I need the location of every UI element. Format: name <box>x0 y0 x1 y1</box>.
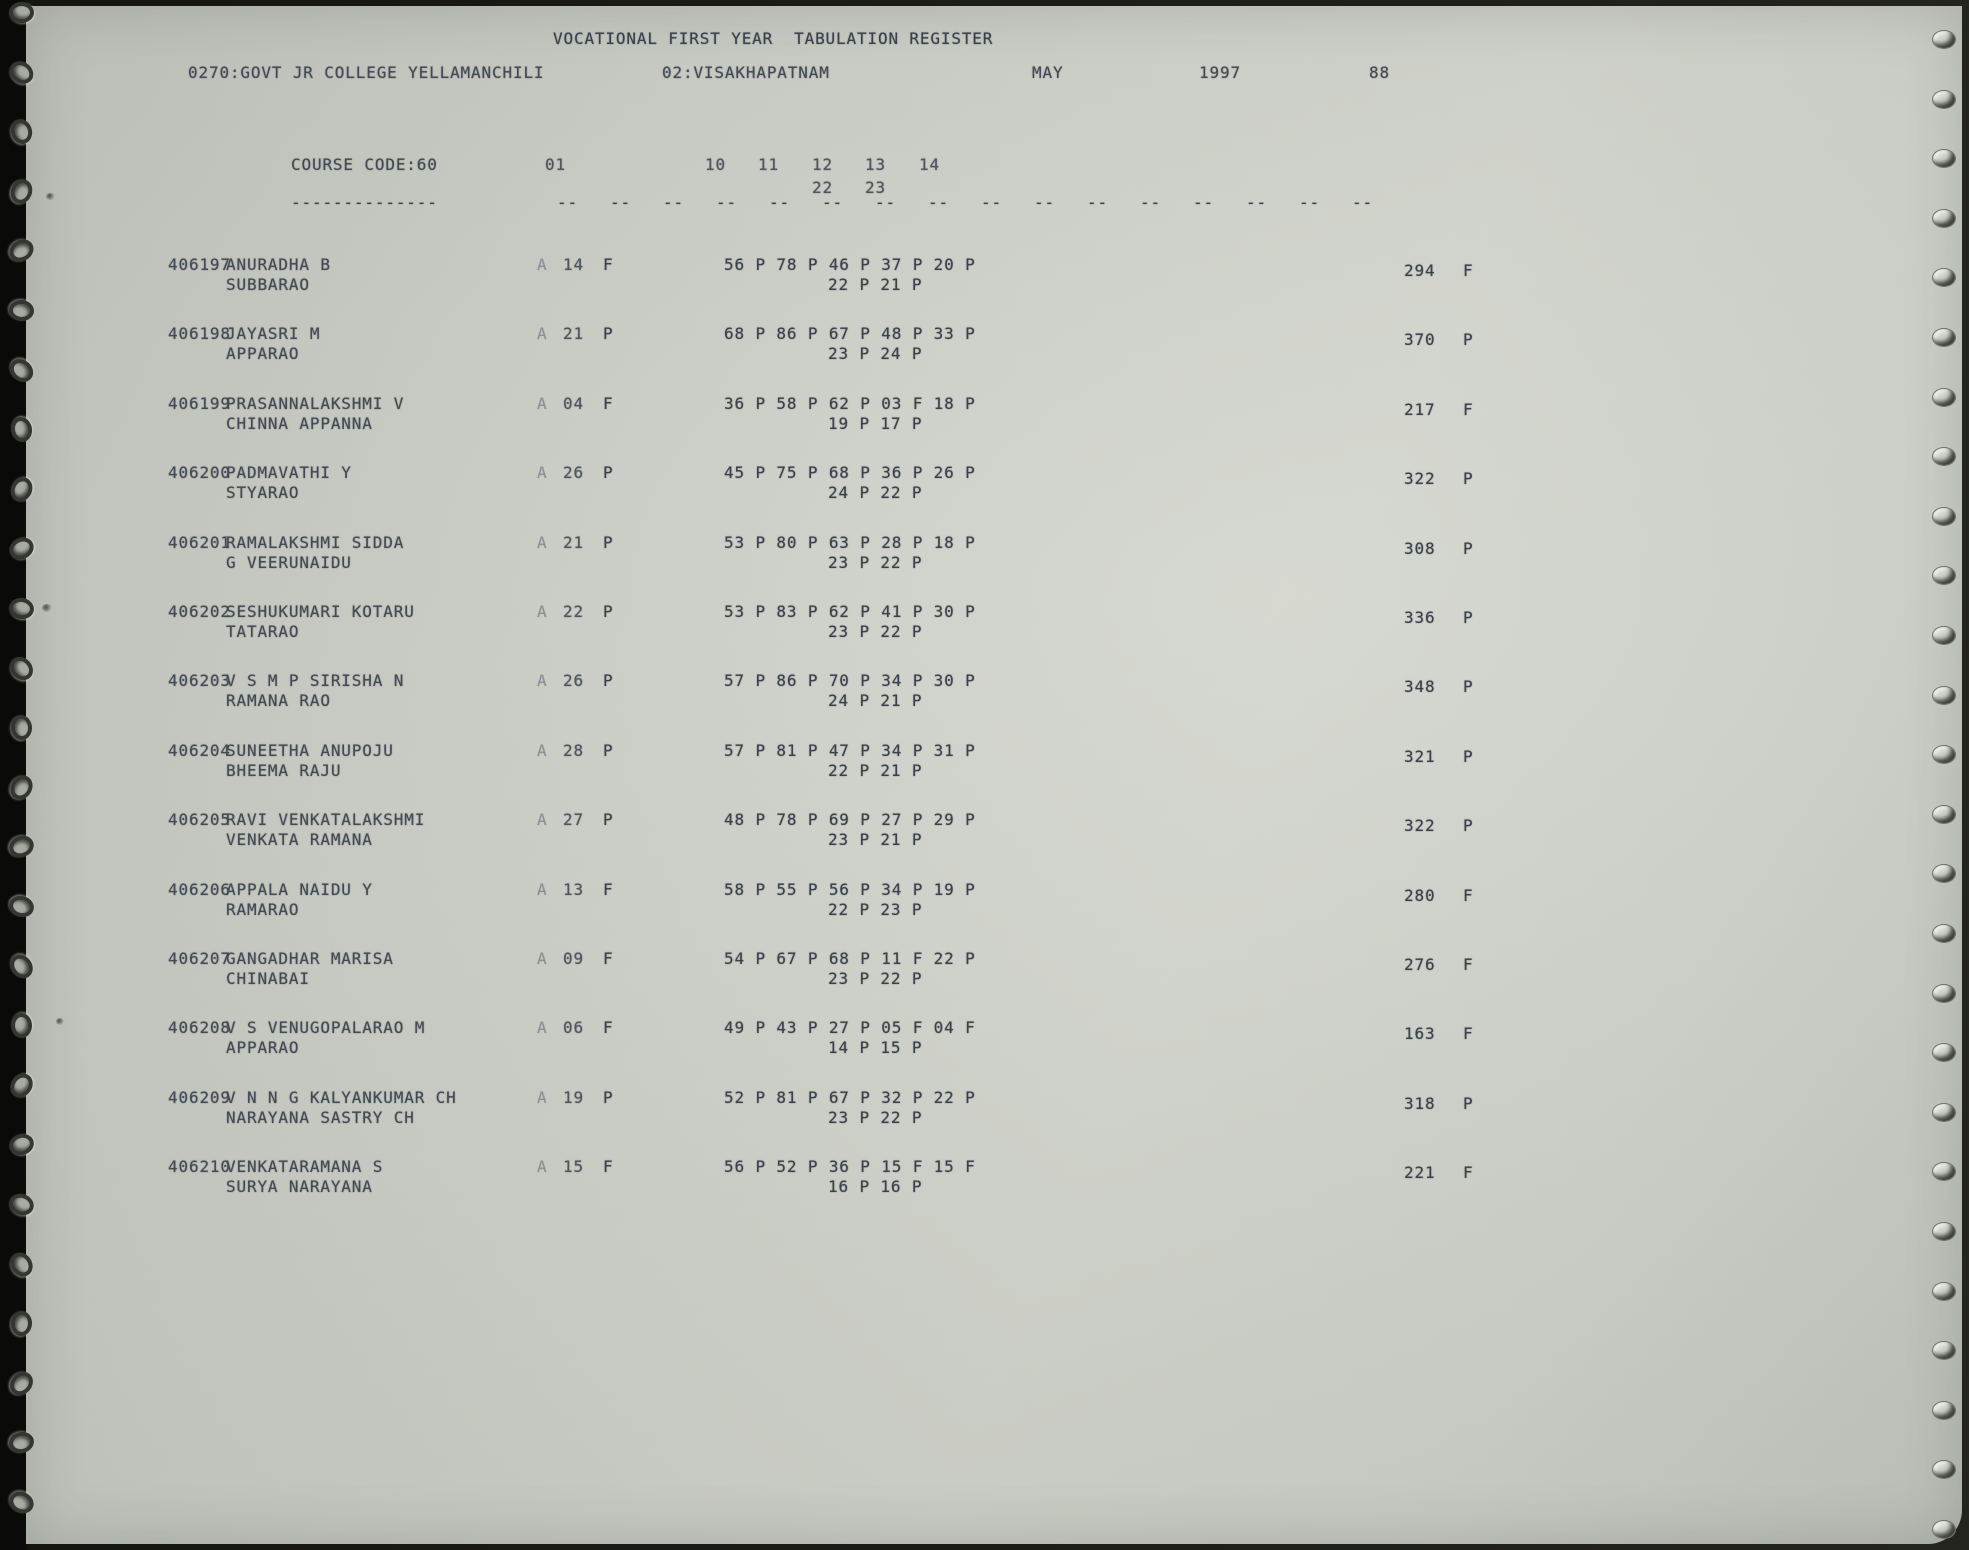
roll-number: 406206 <box>168 879 231 899</box>
subject01-result: P <box>603 740 614 760</box>
marks-line2: 23 P 22 P <box>828 552 923 572</box>
candidate-name-line2: CHINNA APPANNA <box>226 413 373 433</box>
marks-line2: 22 P 23 P <box>828 899 923 919</box>
marks-line1: 68 P 86 P 67 P 48 P 33 P <box>724 324 976 344</box>
ink-smudge <box>42 604 52 612</box>
candidate-name-line1: V N N G KALYANKUMAR CH <box>226 1087 457 1107</box>
column-rule-dash: -- <box>716 193 737 212</box>
subject01-mark: 04 <box>563 393 584 413</box>
total-marks: 221 <box>1404 1163 1436 1183</box>
page-title: VOCATIONAL FIRST YEAR TABULATION REGISTER <box>553 29 994 48</box>
candidate-name-line2: SURYA NARAYANA <box>226 1177 373 1197</box>
subject01-result: P <box>603 1087 614 1107</box>
candidate-name-line2: NARAYANA SASTRY CH <box>226 1107 415 1127</box>
roll-number: 406205 <box>168 810 231 830</box>
ink-smudge <box>56 1018 64 1025</box>
subject-code: 13 <box>865 155 886 174</box>
punch-hole <box>1932 209 1956 228</box>
punch-hole <box>1932 924 1956 943</box>
total-marks: 348 <box>1404 677 1436 697</box>
subject01-result: P <box>603 532 614 552</box>
attendance-flag: A <box>537 324 548 344</box>
overall-result: F <box>1463 1163 1474 1183</box>
roll-number: 406200 <box>168 463 231 483</box>
candidate-name-line2: RAMANA RAO <box>226 691 331 711</box>
column-rule-dash: -- <box>981 193 1002 212</box>
subject-code: 12 <box>812 155 833 174</box>
overall-result: P <box>1463 1093 1474 1113</box>
overall-result: P <box>1463 746 1474 766</box>
total-marks: 321 <box>1404 746 1436 766</box>
roll-number: 406197 <box>168 255 231 274</box>
candidate-name-line2: TATARAO <box>226 622 300 641</box>
overall-result: P <box>1463 330 1474 350</box>
candidate-name-line1: APPALA NAIDU Y <box>226 879 373 899</box>
column-rule-dash: -- <box>610 193 631 212</box>
candidate-name-line2: RAMARAO <box>226 899 300 919</box>
register-sheet <box>26 6 1962 1544</box>
roll-number: 406207 <box>168 949 231 968</box>
overall-result: P <box>1463 538 1474 558</box>
attendance-flag: A <box>537 393 548 413</box>
total-marks: 318 <box>1404 1093 1436 1113</box>
punch-hole <box>1932 984 1956 1003</box>
candidate-name-line1: GANGADHAR MARISA <box>226 949 394 968</box>
marks-line1: 58 P 55 P 56 P 34 P 19 P <box>724 879 976 899</box>
course-code-underline: -------------- <box>291 193 438 212</box>
candidate-name-line2: G VEERUNAIDU <box>226 552 352 572</box>
column-rule-dash: -- <box>1140 193 1161 212</box>
column-rule-dash: -- <box>822 193 843 212</box>
subject-code: 01 <box>545 155 566 174</box>
overall-result: P <box>1463 469 1474 489</box>
subject01-mark: 26 <box>563 671 584 691</box>
marks-line1: 36 P 58 P 62 P 03 F 18 P <box>724 393 976 413</box>
column-rule-dash: -- <box>557 193 578 212</box>
candidate-name-line2: APPARAO <box>226 1038 300 1058</box>
marks-line2: 24 P 21 P <box>828 691 923 711</box>
candidate-name-line1: V S VENUGOPALARAO M <box>226 1018 426 1038</box>
subject01-mark: 14 <box>563 255 584 274</box>
punch-hole <box>1932 90 1956 109</box>
total-marks: 217 <box>1404 399 1436 419</box>
subject01-mark: 21 <box>563 532 584 552</box>
punch-hole <box>1932 1103 1956 1122</box>
subject01-result: P <box>603 463 614 483</box>
punch-hole <box>1932 686 1956 705</box>
column-rule-dash: -- <box>875 193 896 212</box>
candidate-name-line2: VENKATA RAMANA <box>226 830 373 850</box>
column-rule-dash: -- <box>769 193 790 212</box>
total-marks: 322 <box>1404 816 1436 836</box>
subject01-mark: 21 <box>563 324 584 344</box>
subject01-mark: 09 <box>563 949 584 968</box>
marks-line2: 24 P 22 P <box>828 483 923 503</box>
attendance-flag: A <box>537 602 548 621</box>
column-rule-dash: -- <box>663 193 684 212</box>
subject01-result: F <box>603 949 614 968</box>
attendance-flag: A <box>537 532 548 552</box>
candidate-name-line1: PADMAVATHI Y <box>226 463 352 483</box>
subject01-result: F <box>603 255 614 274</box>
candidate-name-line2: BHEEMA RAJU <box>226 760 342 780</box>
subject01-mark: 06 <box>563 1018 584 1038</box>
total-marks: 294 <box>1404 261 1436 280</box>
punch-hole <box>1932 507 1956 526</box>
column-rule-dash: -- <box>1193 193 1214 212</box>
subject01-result: P <box>603 671 614 691</box>
candidate-name-line1: VENKATARAMANA S <box>226 1157 384 1177</box>
marks-line1: 57 P 81 P 47 P 34 P 31 P <box>724 740 976 760</box>
subject01-result: P <box>603 324 614 344</box>
subject01-result: F <box>603 1018 614 1038</box>
roll-number: 406198 <box>168 324 231 344</box>
marks-line1: 45 P 75 P 68 P 36 P 26 P <box>724 463 976 483</box>
roll-number: 406202 <box>168 602 231 621</box>
marks-line2: 16 P 16 P <box>828 1177 923 1197</box>
overall-result: P <box>1463 677 1474 697</box>
subject-code: 22 <box>812 178 833 197</box>
marks-line1: 48 P 78 P 69 P 27 P 29 P <box>724 810 976 830</box>
course-code-label: COURSE CODE:60 <box>291 155 438 174</box>
candidate-name-line1: PRASANNALAKSHMI V <box>226 393 405 413</box>
subject01-result: P <box>603 602 614 621</box>
attendance-flag: A <box>537 255 548 274</box>
candidate-name-line1: JAYASRI M <box>226 324 321 344</box>
column-rule-dash: -- <box>1034 193 1055 212</box>
roll-number: 406210 <box>168 1157 231 1177</box>
column-rule-dash: -- <box>1087 193 1108 212</box>
marks-line1: 53 P 83 P 62 P 41 P 30 P <box>724 602 976 621</box>
subject-code: 14 <box>919 155 940 174</box>
roll-number: 406208 <box>168 1018 231 1038</box>
punch-hole <box>1932 1520 1956 1539</box>
marks-line2: 23 P 22 P <box>828 1107 923 1127</box>
candidate-name-line2: SUBBARAO <box>226 275 310 294</box>
subject01-mark: 19 <box>563 1087 584 1107</box>
roll-number: 406204 <box>168 740 231 760</box>
marks-line1: 56 P 78 P 46 P 37 P 20 P <box>724 255 976 274</box>
subject-code: 11 <box>758 155 779 174</box>
marks-line1: 49 P 43 P 27 P 05 F 04 F <box>724 1018 976 1038</box>
attendance-flag: A <box>537 671 548 691</box>
roll-number: 406201 <box>168 532 231 552</box>
exam-month: MAY <box>1032 63 1064 82</box>
column-rule-dash: -- <box>1299 193 1320 212</box>
subject01-result: P <box>603 810 614 830</box>
marks-line2: 22 P 21 P <box>828 275 923 294</box>
attendance-flag: A <box>537 1087 548 1107</box>
exam-year: 1997 <box>1199 63 1241 82</box>
attendance-flag: A <box>537 740 548 760</box>
attendance-flag: A <box>537 879 548 899</box>
overall-result: P <box>1463 608 1474 627</box>
marks-line2: 22 P 21 P <box>828 760 923 780</box>
marks-line1: 57 P 86 P 70 P 34 P 30 P <box>724 671 976 691</box>
total-marks: 336 <box>1404 608 1436 627</box>
attendance-flag: A <box>537 949 548 968</box>
marks-line1: 56 P 52 P 36 P 15 F 15 F <box>724 1157 976 1177</box>
total-marks: 163 <box>1404 1024 1436 1044</box>
punch-hole <box>1932 328 1956 347</box>
overall-result: F <box>1463 1024 1474 1044</box>
overall-result: F <box>1463 885 1474 905</box>
candidate-name-line1: ANURADHA B <box>226 255 331 274</box>
total-marks: 276 <box>1404 955 1436 974</box>
candidate-name-line1: SESHUKUMARI KOTARU <box>226 602 415 621</box>
column-rule-dash: -- <box>928 193 949 212</box>
marks-line1: 54 P 67 P 68 P 11 F 22 P <box>724 949 976 968</box>
total-marks: 322 <box>1404 469 1436 489</box>
candidate-name-line1: RAMALAKSHMI SIDDA <box>226 532 405 552</box>
subject01-mark: 15 <box>563 1157 584 1177</box>
overall-result: F <box>1463 955 1474 974</box>
subject01-mark: 26 <box>563 463 584 483</box>
punch-hole <box>1932 805 1956 824</box>
district-code-name: 02:VISAKHAPATNAM <box>662 63 830 82</box>
marks-line2: 23 P 22 P <box>828 622 923 641</box>
subject01-result: F <box>603 393 614 413</box>
punch-hole <box>1932 388 1956 407</box>
college-code-name: 0270:GOVT JR COLLEGE YELLAMANCHILI <box>188 63 545 82</box>
marks-line2: 14 P 15 P <box>828 1038 923 1058</box>
candidate-name-line1: V S M P SIRISHA N <box>226 671 405 691</box>
roll-number: 406203 <box>168 671 231 691</box>
overall-result: P <box>1463 816 1474 836</box>
subject-code: 10 <box>705 155 726 174</box>
subject01-result: F <box>603 1157 614 1177</box>
attendance-flag: A <box>537 810 548 830</box>
marks-line2: 19 P 17 P <box>828 413 923 433</box>
punch-hole <box>1932 30 1956 49</box>
attendance-flag: A <box>537 463 548 483</box>
column-rule-dash: -- <box>1352 193 1373 212</box>
total-marks: 280 <box>1404 885 1436 905</box>
overall-result: F <box>1463 261 1474 280</box>
punch-hole <box>1932 1282 1956 1301</box>
total-marks: 308 <box>1404 538 1436 558</box>
total-marks: 370 <box>1404 330 1436 350</box>
subject01-mark: 22 <box>563 602 584 621</box>
marks-line2: 23 P 24 P <box>828 344 923 364</box>
punch-hole <box>9 2 34 23</box>
subject01-mark: 27 <box>563 810 584 830</box>
column-rule-dash: -- <box>1246 193 1267 212</box>
attendance-flag: A <box>537 1157 548 1177</box>
punch-hole <box>1932 1401 1956 1420</box>
subject01-result: F <box>603 879 614 899</box>
candidate-name-line2: CHINABAI <box>226 969 310 988</box>
overall-result: F <box>1463 399 1474 419</box>
subject01-mark: 13 <box>563 879 584 899</box>
candidate-name-line1: RAVI VENKATALAKSHMI <box>226 810 426 830</box>
punch-hole <box>1932 626 1956 645</box>
roll-number: 406209 <box>168 1087 231 1107</box>
candidate-name-line2: STYARAO <box>226 483 300 503</box>
marks-line1: 53 P 80 P 63 P 28 P 18 P <box>724 532 976 552</box>
punch-hole <box>1932 1222 1956 1241</box>
ink-smudge <box>46 193 55 200</box>
roll-number: 406199 <box>168 393 231 413</box>
attendance-flag: A <box>537 1018 548 1038</box>
marks-line2: 23 P 21 P <box>828 830 923 850</box>
page-number: 88 <box>1369 63 1390 82</box>
marks-line1: 52 P 81 P 67 P 32 P 22 P <box>724 1087 976 1107</box>
subject01-mark: 28 <box>563 740 584 760</box>
marks-line2: 23 P 22 P <box>828 969 923 988</box>
subject-code: 23 <box>865 178 886 197</box>
candidate-name-line1: SUNEETHA ANUPOJU <box>226 740 394 760</box>
candidate-name-line2: APPARAO <box>226 344 300 364</box>
